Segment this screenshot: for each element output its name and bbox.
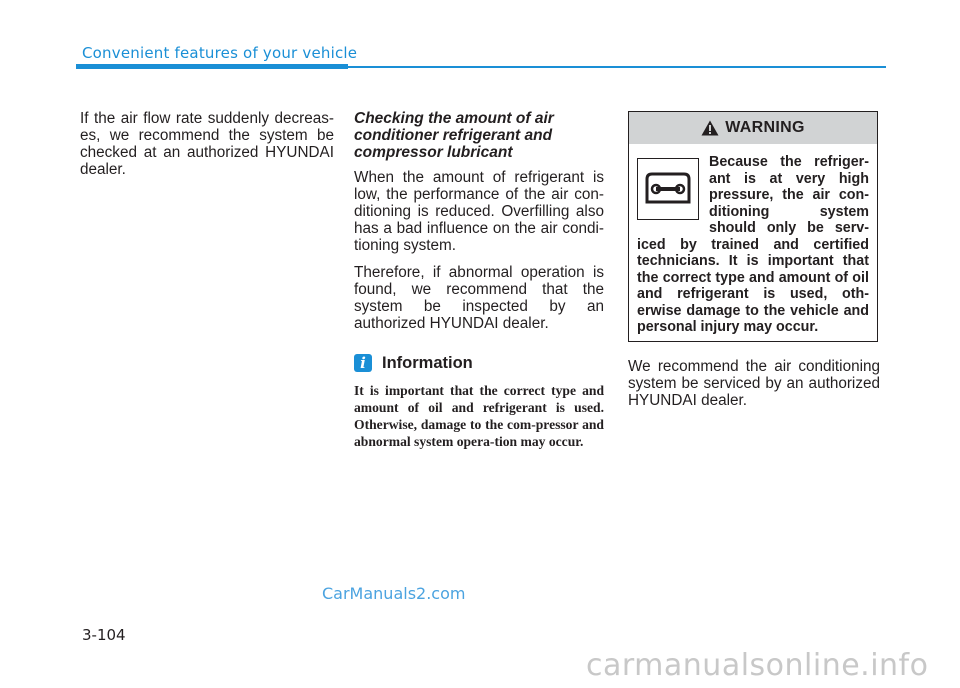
warning-triangle-icon [701, 120, 719, 136]
warning-text: Because the refriger-ant is at very high pressure, the air con-ditioning system should only be serv-iced by trained and certified technicians. It is important that the correct type and amount of oil and refrigerant is used, oth-erwise damage to the vehicle and personal injury may occur. [637, 154, 869, 335]
col2-paragraph-2: Therefore, if abnormal operation is found, we recommend that the system be inspected by an authorized HYUNDAI dealer. [354, 264, 604, 332]
watermark-carmanualsonline[interactable]: carmanualsonline.info [586, 648, 929, 683]
section-title: Convenient features of your vehicle [82, 44, 358, 62]
col1-paragraph: If the air flow rate suddenly decreas-es, we recommend the system be checked at an authorized HYUNDAI dealer. [80, 110, 334, 178]
info-icon: i [354, 354, 372, 372]
page-number: 3-104 [82, 626, 126, 644]
warning-box [628, 111, 878, 342]
information-header [354, 354, 604, 372]
col3-paragraph: We recommend the air conditioning system be serviced by an authorized HYUNDAI dealer. [628, 358, 880, 409]
column-1 [80, 110, 334, 188]
column-2 [354, 110, 604, 450]
subheading: Checking the amount of air conditioner refrigerant and compressor lubricant [354, 110, 554, 161]
column-3 [628, 358, 880, 419]
service-manual-icon [637, 158, 699, 220]
information-text: It is important that the correct type and amount of oil and refrigerant is used. Otherwise, damage to the com-pressor and abnormal system opera-tion may occur. [354, 383, 604, 449]
col2-paragraph-1: When the amount of refrigerant is low, the performance of the air con-ditioning is reduced. Overfilling also has a bad influence on the air condi-tioning system. [354, 169, 604, 254]
warning-header [629, 112, 877, 144]
header-rule-thick [76, 64, 348, 69]
watermark-carmanuals2[interactable]: CarManuals2.com [322, 584, 466, 603]
warning-label: WARNING [725, 119, 805, 136]
warning-body [629, 144, 877, 336]
information-title: Information [382, 353, 473, 372]
header-rule-thin [348, 66, 886, 68]
